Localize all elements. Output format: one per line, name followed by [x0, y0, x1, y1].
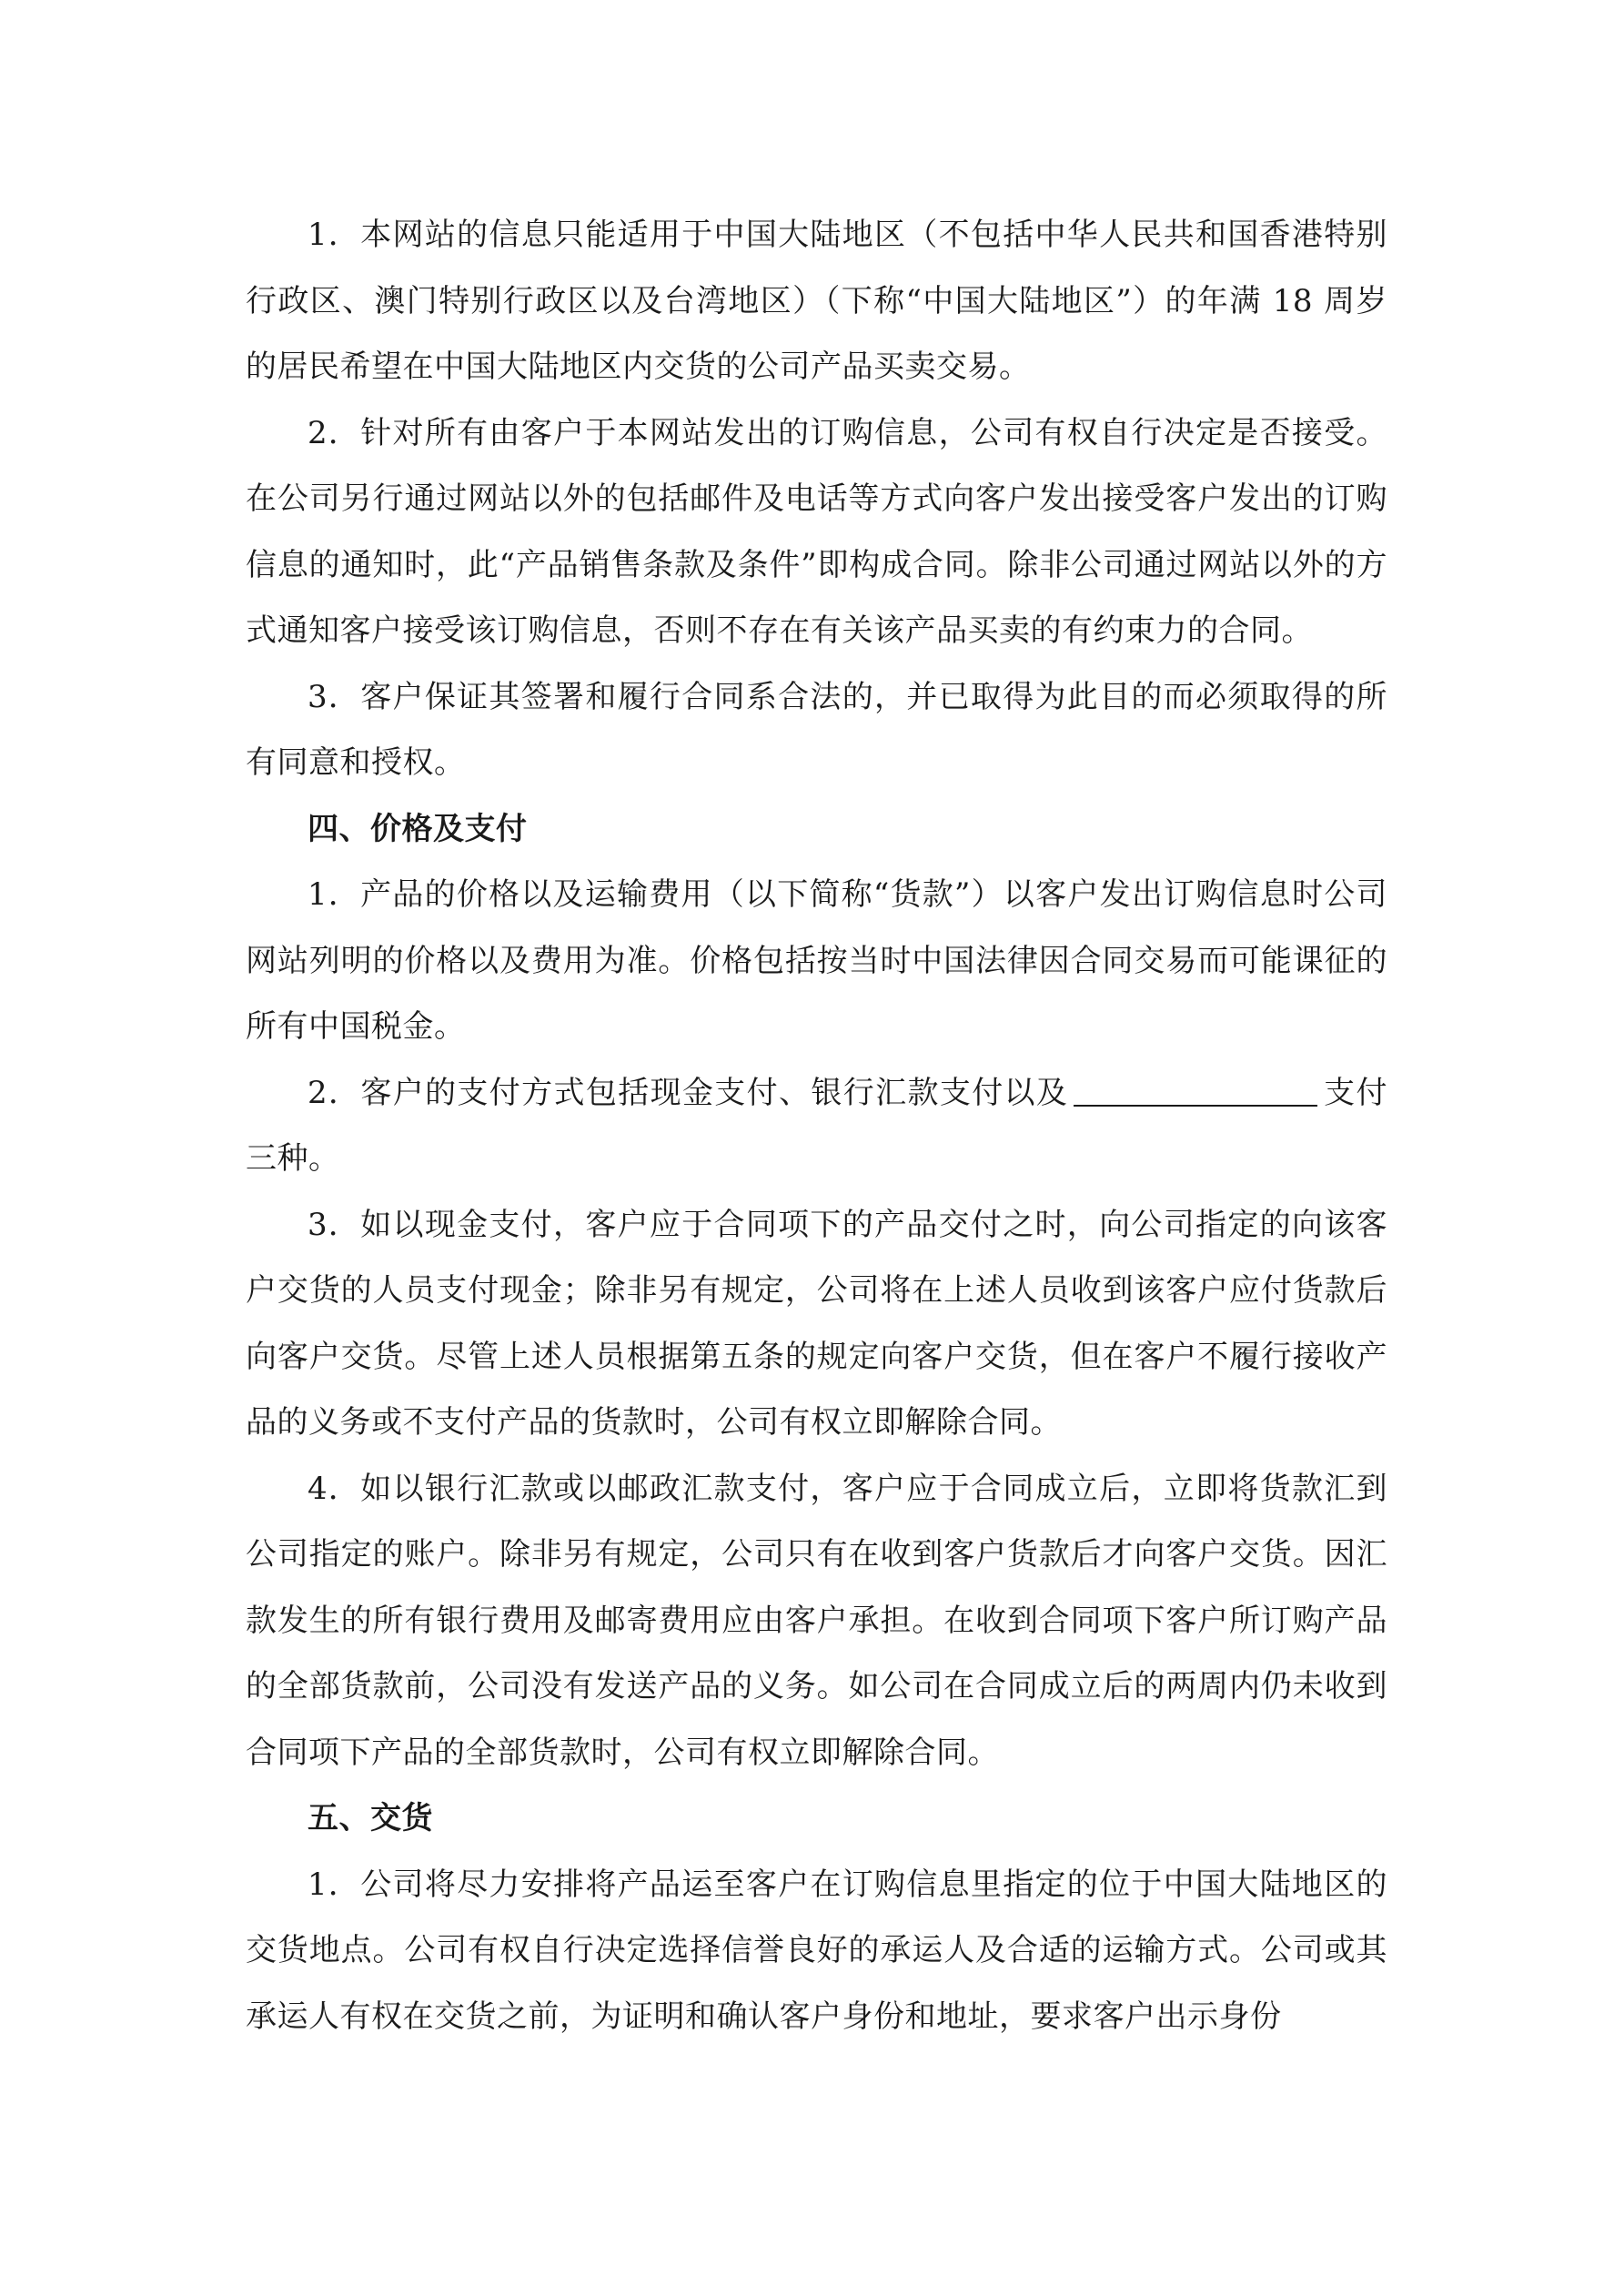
section4-item-3: 3．如以现金支付，客户应于合同项下的产品交付之时，向公司指定的向该客户交货的人员支付现金；除非另有规定，公司将在上述人员收到该客户应付货款后向客户交货。尽管上述人员根据第五条的规定向客户交货，但在客户不履行接收产品的义务或不支付产品的货款时，公司有权立即解除合同。 [246, 1206, 1387, 1441]
section4-heading: 四、价格及支付 [308, 810, 528, 847]
section4-item-2-before: 2．客户的支付方式包括现金支付、银行汇款支付以及 [308, 1074, 1069, 1111]
section5-heading: 五、交货 [308, 1800, 433, 1836]
section3-item-2: 2．针对所有由客户于本网站发出的订购信息，公司有权自行决定是否接受。在公司另行通过网站以外的包括邮件及电话等方式向客户发出接受客户发出的订购信息的通知时，此“产品销售条款及条件”即构成合同。除非公司通过网站以外的方式通知客户接受该订购信息，否则不存在有关该产品买卖的有约束力的合同。 [246, 414, 1387, 649]
section4-item-2 [246, 1060, 1387, 1192]
payment-method-blank [1074, 1074, 1317, 1107]
section4-item-1: 1．产品的价格以及运输费用（以下简称“货款”）以客户发出订购信息时公司网站列明的价格以及费用为准。价格包括按当时中国法律因合同交易而可能课征的所有中国税金。 [246, 876, 1387, 1045]
document-body [246, 202, 1387, 2049]
section5-item-1: 1．公司将尽力安排将产品运至客户在订购信息里指定的位于中国大陆地区的交货地点。公司有权自行决定选择信誉良好的承运人及合适的运输方式。公司或其承运人有权在交货之前，为证明和确认客户身份和地址，要求客户出示身份 [246, 1866, 1387, 2035]
section4-item-4: 4．如以银行汇款或以邮政汇款支付，客户应于合同成立后，立即将货款汇到公司指定的账户。除非另有规定，公司只有在收到客户货款后才向客户交货。因汇款发生的所有银行费用及邮寄费用应由客户承担。在收到合同项下客户所订购产品的全部货款前，公司没有发送产品的义务。如公司在合同成立后的两周内仍未收到合同项下产品的全部货款时，公司有权立即解除合同。 [246, 1470, 1387, 1771]
section3-item-3: 3．客户保证其签署和履行合同系合法的，并已取得为此目的而必须取得的所有同意和授权。 [246, 678, 1387, 781]
section3-item-1: 1．本网站的信息只能适用于中国大陆地区（不包括中华人民共和国香港特别行政区、澳门特别行政区以及台湾地区）（下称“中国大陆地区”）的年满 18 周岁的居民希望在中国大陆地区内交货的公司产品买卖交易。 [246, 217, 1387, 385]
section4-item-2-after: 支付三种。 [246, 1074, 1388, 1177]
